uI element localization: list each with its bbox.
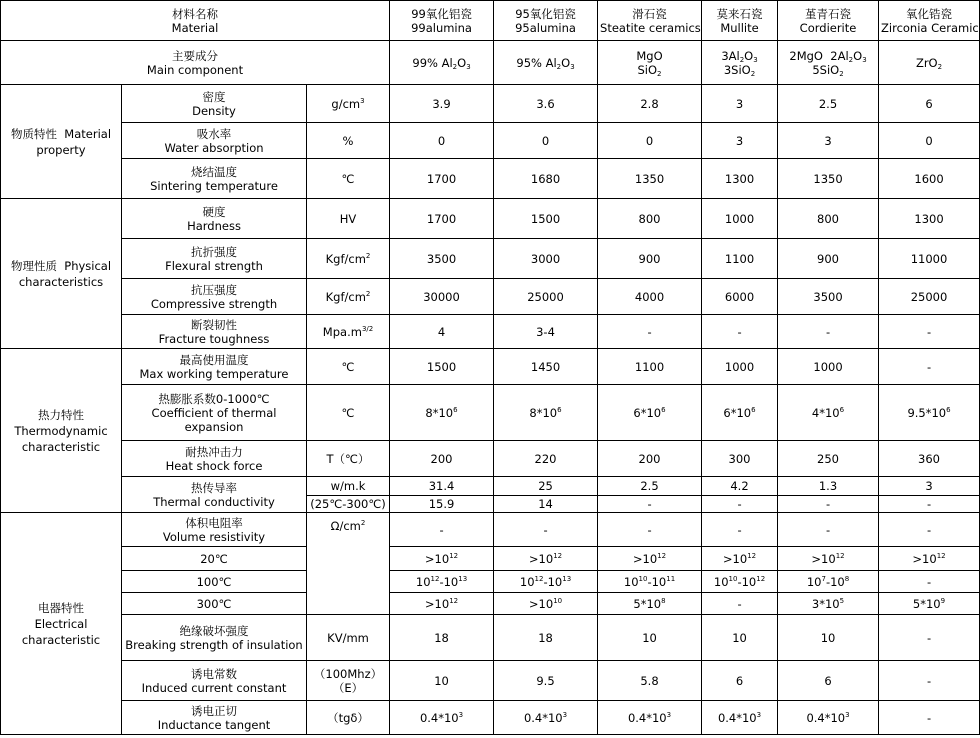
cell-value: 1000 <box>778 349 879 385</box>
row-label-inductance-tangent: 诱电正切 Inductance tangent <box>122 701 307 735</box>
cell-value: - <box>879 701 980 735</box>
cell-value: 0 <box>494 123 598 159</box>
cell-value: 1350 <box>778 159 879 199</box>
cell-value: 14 <box>494 496 598 513</box>
unit-cell: % <box>307 123 390 159</box>
cell-value: 4.2 <box>702 477 778 496</box>
cell-value: 3 <box>702 85 778 123</box>
cell-value: $6*10^6$ <box>598 385 702 441</box>
cell-value: ZrO$_2$ <box>879 41 980 85</box>
cell-value: $0.4*10^3$ <box>778 701 879 735</box>
cell-value: 1100 <box>702 239 778 279</box>
row-label-volume-resistivity: 体积电阻率 Volume resistivity <box>122 513 307 547</box>
table-row <box>1 701 980 735</box>
cell-value: 1700 <box>390 159 494 199</box>
cell-value: 6 <box>879 85 980 123</box>
cell-value: 18 <box>390 615 494 661</box>
group-physical: 物理性质 Physical characteristics <box>1 199 122 349</box>
cell-value: - <box>702 315 778 349</box>
material-header-zh: 材料名称 <box>172 6 218 21</box>
cell-value: 10 <box>390 661 494 701</box>
cell-value: 0 <box>598 123 702 159</box>
cell-value: - <box>879 615 980 661</box>
cell-value: $0.4*10^3$ <box>390 701 494 735</box>
row-label-flexural: 抗折强度 Flexural strength <box>122 239 307 279</box>
unit-cell: KV/mm <box>307 615 390 661</box>
table-row <box>1 571 980 593</box>
cell-value: 1300 <box>702 159 778 199</box>
cell-value: - <box>702 496 778 513</box>
cell-value: - <box>879 349 980 385</box>
cell-value: 3 <box>879 477 980 496</box>
cell-value: 99% $Al_2O_3$ <box>390 41 494 85</box>
row-label-compressive: 抗压强度 Compressive strength <box>122 279 307 315</box>
cell-value: 3 <box>702 123 778 159</box>
cell-value: 250 <box>778 441 879 477</box>
cell-value: $8*10^6$ <box>390 385 494 441</box>
cell-value: 220 <box>494 441 598 477</box>
cell-value: $10^{10}-10^{11}$ <box>598 571 702 593</box>
cell-value: 18 <box>494 615 598 661</box>
table-row <box>1 199 980 239</box>
row-label-density: 密度 Density <box>122 85 307 123</box>
cell-value: $9.5*10^6$ <box>879 385 980 441</box>
material-header-en: Material <box>171 20 219 35</box>
cell-value: 4000 <box>598 279 702 315</box>
unit-cell: Kgf/$cm^2$ <box>307 239 390 279</box>
cell-value: - <box>778 315 879 349</box>
unit-cell: HV <box>307 199 390 239</box>
cell-value: $0.4*10^3$ <box>702 701 778 735</box>
cell-value: 4 <box>390 315 494 349</box>
row-label-expansion: 热膨胀系数0-1000℃ Coefficient of thermal expansion <box>122 385 307 441</box>
cell-value: 10 <box>702 615 778 661</box>
row-label-heat-shock: 耐热冲击力 Heat shock force <box>122 441 307 477</box>
table-row <box>1 159 980 199</box>
cell-value: 900 <box>598 239 702 279</box>
cell-value: 1700 <box>390 199 494 239</box>
cell-value: $>10^{12}$ <box>390 593 494 615</box>
cell-value: $4*10^6$ <box>778 385 879 441</box>
cell-value: 15.9 <box>390 496 494 513</box>
cell-value: 10 <box>778 615 879 661</box>
table-row <box>1 615 980 661</box>
row-label-water-absorption: 吸水率 Water absorption <box>122 123 307 159</box>
row-label-max-temp: 最高使用温度 Max working temperature <box>122 349 307 385</box>
cell-value: 9.5 <box>494 661 598 701</box>
unit-cell: ℃ <box>307 349 390 385</box>
cell-value: - <box>879 496 980 513</box>
table-row <box>1 441 980 477</box>
cell-value: 3.9 <box>390 85 494 123</box>
cell-value: 900 <box>778 239 879 279</box>
cell-value: - <box>778 513 879 547</box>
cell-value: 25 <box>494 477 598 496</box>
cell-value: 3.6 <box>494 85 598 123</box>
cell-value: 10 <box>598 615 702 661</box>
row-label-res-100: 100℃ <box>122 571 307 593</box>
cell-value: 95% $Al_2O_3$ <box>494 41 598 85</box>
cell-value: 360 <box>879 441 980 477</box>
cell-value: 1000 <box>702 349 778 385</box>
cell-value: 800 <box>778 199 879 239</box>
cell-value: - <box>879 315 980 349</box>
unit-cell: （tgδ） <box>307 701 390 735</box>
table-row <box>1 239 980 279</box>
material-header <box>1 1 390 41</box>
row-label-conductivity: 热传导率 Thermal conductivity <box>122 477 307 513</box>
cell-value: 30000 <box>390 279 494 315</box>
cell-value: $>10^{12}$ <box>702 547 778 571</box>
table-row <box>1 279 980 315</box>
table-row <box>1 547 980 571</box>
table-row <box>1 661 980 701</box>
cell-value: 2.5 <box>778 85 879 123</box>
unit-cell: (25℃-300℃) <box>307 496 390 513</box>
group-thermodynamic: 热力特性 Thermodynamic characteristic <box>1 349 122 513</box>
table-row <box>1 477 980 496</box>
cell-value: $3Al_2O_3$ 3SiO$_2$ <box>702 41 778 85</box>
cell-value: $3*10^5$ <box>778 593 879 615</box>
cell-value: $5*10^9$ <box>879 593 980 615</box>
cell-value: 1.3 <box>778 477 879 496</box>
cell-value: 6 <box>778 661 879 701</box>
table-row <box>1 315 980 349</box>
unit-cell: ℃ <box>307 159 390 199</box>
cell-value: $>10^{12}$ <box>494 547 598 571</box>
cell-value: - <box>494 513 598 547</box>
col-header-steatite: 滑石瓷 Steatite ceramics <box>598 1 702 41</box>
cell-value: 1100 <box>598 349 702 385</box>
table-row <box>1 593 980 615</box>
col-header-99alumina: 99氧化铝瓷 99alumina <box>390 1 494 41</box>
cell-value: 1300 <box>879 199 980 239</box>
col-header-cordierite: 堇青石瓷 Cordierite <box>778 1 879 41</box>
cell-value: 0 <box>390 123 494 159</box>
cell-value: 800 <box>598 199 702 239</box>
cell-value: 2.5 <box>598 477 702 496</box>
cell-value: 25000 <box>879 279 980 315</box>
cell-value: $>10^{10}$ <box>494 593 598 615</box>
row-label-fracture: 断裂韧性 Fracture toughness <box>122 315 307 349</box>
unit-cell: Kgf/$cm^2$ <box>307 279 390 315</box>
table-row <box>1 513 980 547</box>
cell-value: - <box>702 593 778 615</box>
col-header-95alumina: 95氧化铝瓷 95alumina <box>494 1 598 41</box>
row-label-induced-constant: 诱电常数 Induced current constant <box>122 661 307 701</box>
cell-value: 1450 <box>494 349 598 385</box>
col-header-zirconia: 氧化锆瓷 Zirconia Ceramic <box>879 1 980 41</box>
cell-value: $5*10^8$ <box>598 593 702 615</box>
cell-value: MgO SiO$_2$ <box>598 41 702 85</box>
unit-cell: $Mpa.m^{3/2}$ <box>307 315 390 349</box>
cell-value: 5.8 <box>598 661 702 701</box>
cell-value: 11000 <box>879 239 980 279</box>
unit-cell: $g/cm^3$ <box>307 85 390 123</box>
cell-value: $6*10^6$ <box>702 385 778 441</box>
cell-value: 0 <box>879 123 980 159</box>
cell-value: 3-4 <box>494 315 598 349</box>
cell-value: 2MgO $2Al_2O_3$ 5SiO$_2$ <box>778 41 879 85</box>
cell-value: $>10^{12}$ <box>390 547 494 571</box>
cell-value: - <box>879 571 980 593</box>
unit-cell: ℃ <box>307 385 390 441</box>
row-label-res-20: 20℃ <box>122 547 307 571</box>
cell-value: - <box>390 513 494 547</box>
cell-value: 1000 <box>702 199 778 239</box>
cell-value: 200 <box>390 441 494 477</box>
table-row <box>1 349 980 385</box>
cell-value: $10^{12}-10^{13}$ <box>390 571 494 593</box>
row-label-res-300: 300℃ <box>122 593 307 615</box>
main-component-label: 主要成分 Main component <box>1 41 390 85</box>
cell-value: 1500 <box>390 349 494 385</box>
row-label-breaking-strength: 绝缘破坏强度 Breaking strength of insulation <box>122 615 307 661</box>
table-row <box>1 385 980 441</box>
cell-value: 1500 <box>494 199 598 239</box>
col-header-mullite: 莫来石瓷 Mullite <box>702 1 778 41</box>
cell-value: - <box>598 496 702 513</box>
cell-value: 1600 <box>879 159 980 199</box>
unit-cell: T（℃） <box>307 441 390 477</box>
cell-value: 25000 <box>494 279 598 315</box>
cell-value: 31.4 <box>390 477 494 496</box>
cell-value: 3500 <box>390 239 494 279</box>
cell-value: $>10^{12}$ <box>879 547 980 571</box>
unit-cell: （100Mhz） （E） <box>307 661 390 701</box>
cell-value: 2.8 <box>598 85 702 123</box>
cell-value: - <box>778 496 879 513</box>
unit-cell: w/m.k <box>307 477 390 496</box>
cell-value: $10^{10}-10^{12}$ <box>702 571 778 593</box>
cell-value: 6 <box>702 661 778 701</box>
group-electrical: 电器特性 Electrical characteristic <box>1 513 122 735</box>
cell-value: 1680 <box>494 159 598 199</box>
header-row <box>1 1 980 41</box>
cell-value: 6000 <box>702 279 778 315</box>
cell-value: $10^7-10^8$ <box>778 571 879 593</box>
cell-value: $>10^{12}$ <box>598 547 702 571</box>
cell-value: 3000 <box>494 239 598 279</box>
unit-cell: $\Omega/cm^2$ <box>307 513 390 615</box>
cell-value: - <box>598 513 702 547</box>
table-row <box>1 123 980 159</box>
cell-value: - <box>879 513 980 547</box>
cell-value: - <box>879 661 980 701</box>
cell-value: - <box>598 315 702 349</box>
cell-value: $>10^{12}$ <box>778 547 879 571</box>
cell-value: 3 <box>778 123 879 159</box>
cell-value: 1350 <box>598 159 702 199</box>
main-component-row <box>1 41 980 85</box>
cell-value: 300 <box>702 441 778 477</box>
cell-value: 200 <box>598 441 702 477</box>
row-label-hardness: 硬度 Hardness <box>122 199 307 239</box>
table-row <box>1 85 980 123</box>
cell-value: $10^{12}-10^{13}$ <box>494 571 598 593</box>
cell-value: $0.4*10^3$ <box>494 701 598 735</box>
group-material-property: 物质特性 Material property <box>1 85 122 199</box>
row-label-sintering: 烧结温度 Sintering temperature <box>122 159 307 199</box>
cell-value: $8*10^6$ <box>494 385 598 441</box>
cell-value: - <box>702 513 778 547</box>
cell-value: 3500 <box>778 279 879 315</box>
cell-value: $0.4*10^3$ <box>598 701 702 735</box>
